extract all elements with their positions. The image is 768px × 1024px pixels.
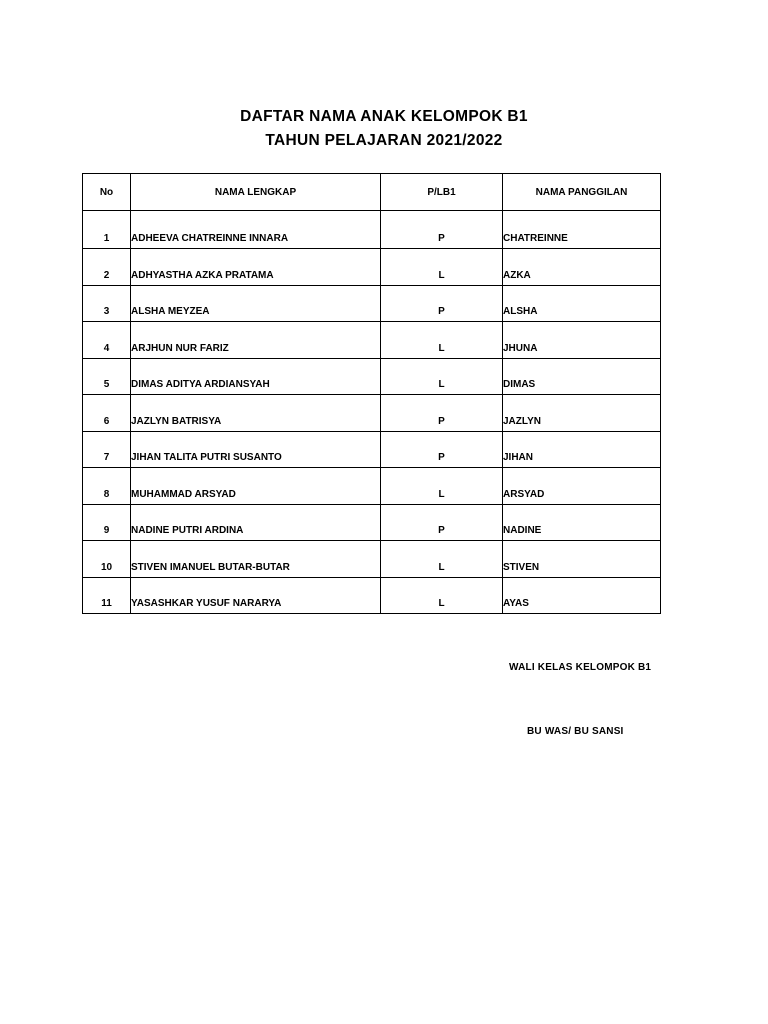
- table-row: [83, 468, 661, 505]
- header-full-name: NAMA LENGKAP: [131, 174, 381, 211]
- cell-nickname: JIHAN: [503, 431, 661, 468]
- cell-no: 6: [83, 395, 131, 432]
- signature-name: BU WAS/ BU SANSI: [527, 726, 624, 737]
- cell-gender: L: [381, 541, 503, 578]
- student-roster-table: [82, 173, 661, 614]
- cell-full-name: DIMAS ADITYA ARDIANSYAH: [131, 358, 381, 395]
- cell-full-name: ADHEEVA CHATREINNE INNARA: [131, 211, 381, 249]
- table-row: [83, 431, 661, 468]
- cell-full-name: YASASHKAR YUSUF NARARYA: [131, 577, 381, 614]
- cell-no: 7: [83, 431, 131, 468]
- cell-nickname: JAZLYN: [503, 395, 661, 432]
- cell-full-name: JIHAN TALITA PUTRI SUSANTO: [131, 431, 381, 468]
- cell-nickname: AZKA: [503, 249, 661, 286]
- cell-gender: L: [381, 358, 503, 395]
- document-subtitle: TAHUN PELAJARAN 2021/2022: [265, 132, 503, 149]
- cell-no: 9: [83, 504, 131, 541]
- table-row: [83, 249, 661, 286]
- cell-gender: P: [381, 504, 503, 541]
- header-no: No: [83, 174, 131, 211]
- cell-nickname: ALSHA: [503, 285, 661, 322]
- cell-full-name: JAZLYN BATRISYA: [131, 395, 381, 432]
- cell-full-name: ALSHA MEYZEA: [131, 285, 381, 322]
- cell-no: 3: [83, 285, 131, 322]
- cell-no: 2: [83, 249, 131, 286]
- cell-nickname: ARSYAD: [503, 468, 661, 505]
- table-row: [83, 322, 661, 359]
- header-nickname: NAMA PANGGILAN: [503, 174, 661, 211]
- table-row: [83, 577, 661, 614]
- document-title: DAFTAR NAMA ANAK KELOMPOK B1: [240, 108, 528, 125]
- cell-full-name: NADINE PUTRI ARDINA: [131, 504, 381, 541]
- table-row: [83, 541, 661, 578]
- table-row: [83, 211, 661, 249]
- header-gender: P/LB1: [381, 174, 503, 211]
- cell-no: 5: [83, 358, 131, 395]
- cell-nickname: NADINE: [503, 504, 661, 541]
- table-row: [83, 504, 661, 541]
- cell-full-name: STIVEN IMANUEL BUTAR-BUTAR: [131, 541, 381, 578]
- cell-nickname: DIMAS: [503, 358, 661, 395]
- cell-nickname: AYAS: [503, 577, 661, 614]
- cell-gender: P: [381, 285, 503, 322]
- cell-gender: L: [381, 249, 503, 286]
- cell-no: 8: [83, 468, 131, 505]
- cell-gender: P: [381, 431, 503, 468]
- cell-gender: P: [381, 211, 503, 249]
- cell-gender: P: [381, 395, 503, 432]
- cell-nickname: STIVEN: [503, 541, 661, 578]
- cell-no: 4: [83, 322, 131, 359]
- table-row: [83, 285, 661, 322]
- cell-full-name: MUHAMMAD ARSYAD: [131, 468, 381, 505]
- cell-gender: L: [381, 577, 503, 614]
- cell-no: 11: [83, 577, 131, 614]
- cell-gender: L: [381, 322, 503, 359]
- cell-no: 10: [83, 541, 131, 578]
- cell-gender: L: [381, 468, 503, 505]
- table-header-row: [83, 174, 661, 211]
- table-body: [83, 211, 661, 614]
- cell-full-name: ADHYASTHA AZKA PRATAMA: [131, 249, 381, 286]
- cell-nickname: JHUNA: [503, 322, 661, 359]
- cell-nickname: CHATREINNE: [503, 211, 661, 249]
- table-row: [83, 358, 661, 395]
- cell-full-name: ARJHUN NUR FARIZ: [131, 322, 381, 359]
- table-row: [83, 395, 661, 432]
- signature-title: WALI KELAS KELOMPOK B1: [509, 662, 652, 673]
- cell-no: 1: [83, 211, 131, 249]
